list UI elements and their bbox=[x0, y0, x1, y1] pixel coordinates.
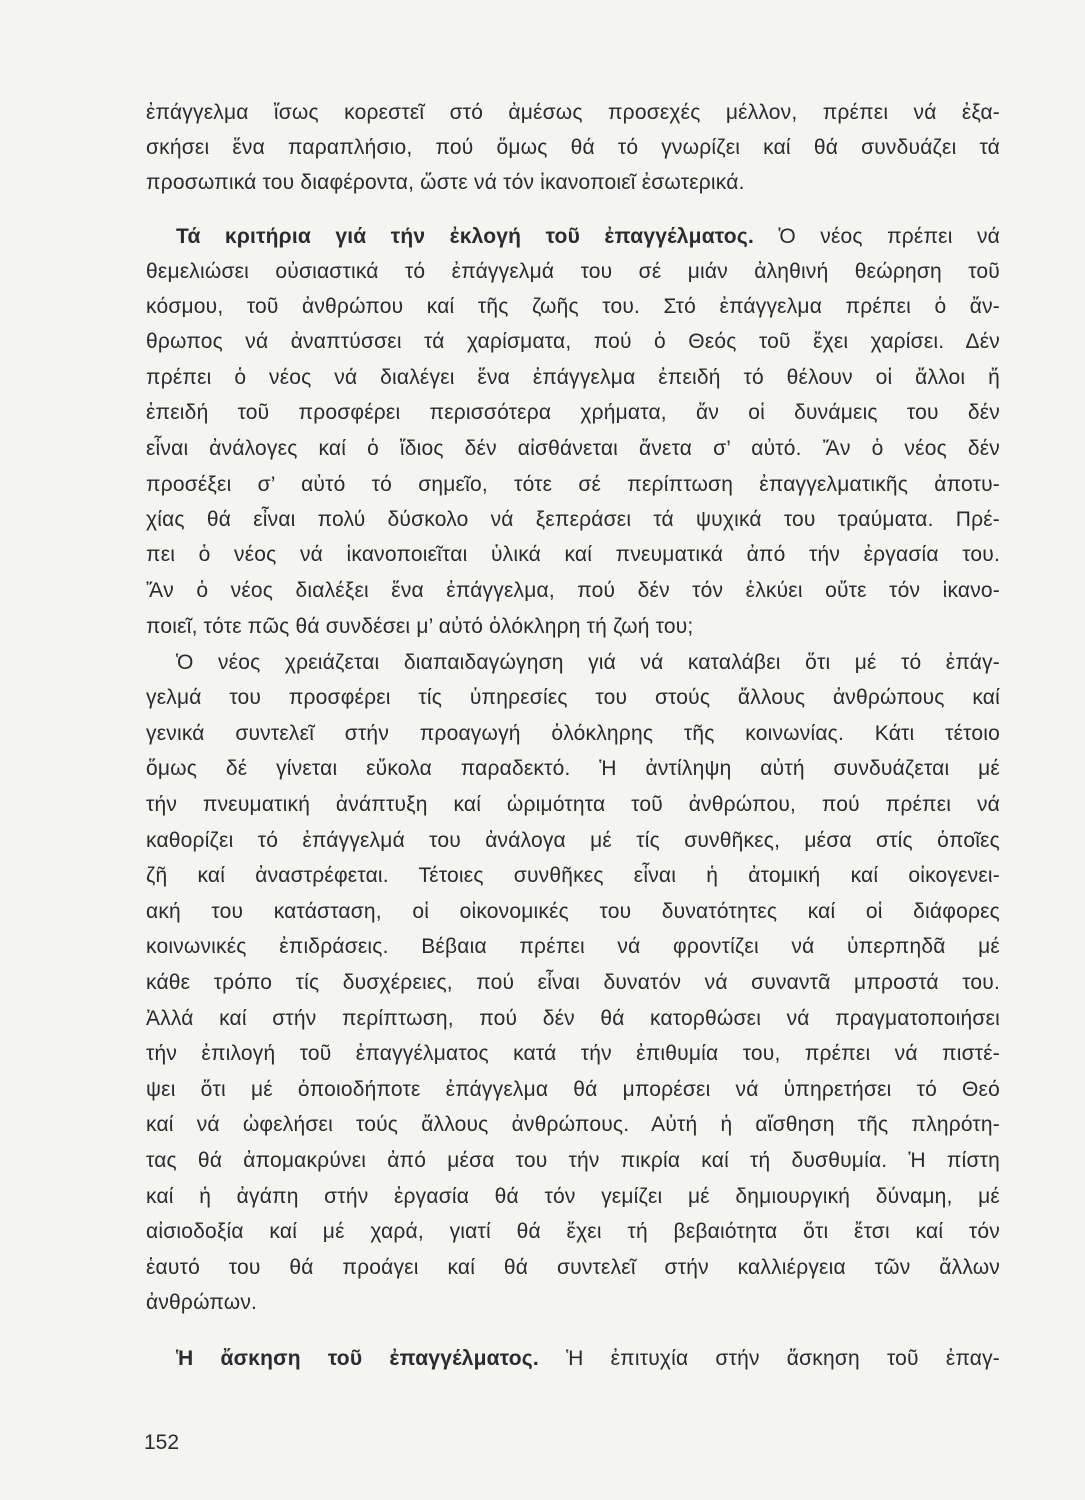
text-line: αἰσιοδοξία καί μέ χαρά, γιατί θά ἔχει τή βεβαιότητα ὅτι ἔτσι καί τόν bbox=[146, 1220, 1000, 1243]
section-heading-practice: Ἡ ἄσκηση τοῦ ἐπαγγέλματος. bbox=[176, 1347, 539, 1370]
text-line: ακή του κατάσταση, οἱ οἰκονομικές του δυνατότητες καί οἱ διάφορες bbox=[146, 900, 1000, 923]
text-line: κοινωνικές ἐπιδράσεις. Βέβαια πρέπει νά φροντίζει νά ὑπερπηδᾶ μέ bbox=[146, 935, 1000, 958]
section-heading-criteria: Τά κριτήρια γιά τήν ἐκλογή τοῦ ἐπαγγέλματος. bbox=[176, 225, 754, 248]
text-fragment: Ἡ ἐπιτυχία στήν ἄσκηση τοῦ ἐπαγ- bbox=[566, 1347, 1001, 1370]
text-line: χίας θά εἶναι πολύ δύσκολο νά ξεπεράσει τά ψυχικά του τραύματα. Πρέ- bbox=[146, 508, 1000, 531]
text-line: ὅμως δέ γίνεται εὔκολα παραδεκτό. Ἡ ἀντίληψη αὐτή συνδυάζεται μέ bbox=[146, 757, 1000, 780]
text-line: σκήσει ἕνα παραπλήσιο, πού ὅμως θά τό γνωρίζει καί θά συνδυάζει τά bbox=[146, 136, 1000, 159]
text-line: προσωπικά του διαφέροντα, ὥστε νά τόν ἱκανοποιεῖ ἐσωτερικά. bbox=[146, 171, 745, 194]
page-number: 152 bbox=[144, 1431, 180, 1454]
text-line: ζῆ καί ἀναστρέφεται. Τέτοιες συνθῆκες εἶναι ἡ ἀτομική καί οἰκογενει- bbox=[146, 864, 1000, 887]
text-line: ἀνθρώπων. bbox=[146, 1291, 258, 1314]
text-line: προσέξει σ’ αὐτό τό σημεῖο, τότε σέ περίπτωση ἐπαγγελματικῆς ἀποτυ- bbox=[146, 473, 1000, 496]
text-line: θεμελιώσει οὐσιαστικά τό ἐπάγγελμά του σέ μιάν ἀληθινή θεώρηση τοῦ bbox=[146, 260, 1000, 283]
text-line: γενικά συντελεῖ στήν προαγωγή ὁλόκληρης τῆς κοινωνίας. Κάτι τέτοιο bbox=[146, 722, 1000, 745]
text-line: ἐπάγγελμα ἴσως κορεστεῖ στό ἀμέσως προσεχές μέλλον, πρέπει νά ἐξα- bbox=[146, 101, 1000, 124]
section-paragraph-start bbox=[176, 1344, 1000, 1374]
text-line: θρωπος νά ἀναπτύσσει τά χαρίσματα, πού ὁ Θεός τοῦ ἔχει χαρίσει. Δέν bbox=[146, 330, 1000, 353]
text-line: πρέπει ὁ νέος νά διαλέγει ἕνα ἐπάγγελμα ἐπειδή τό θέλουν οἱ ἄλλοι ἤ bbox=[146, 366, 1000, 389]
text-line: κόσμου, τοῦ ἀνθρώπου καί τῆς ζωῆς του. Στό ἐπάγγελμα πρέπει ὁ ἄν- bbox=[146, 295, 1000, 318]
text-line: τήν ἐπιλογή τοῦ ἐπαγγέλματος κατά τήν ἐπιθυμία του, πρέπει νά πιστέ- bbox=[146, 1042, 1000, 1065]
text-line: καί νά ὠφελήσει τούς ἄλλους ἀνθρώπους. Αὐτή ἡ αἴσθηση τῆς πληρότη- bbox=[146, 1113, 1000, 1136]
text-line: πει ὁ νέος νά ἱκανοποιεῖται ὑλικά καί πνευματικά ἀπό τήν ἐργασία του. bbox=[146, 543, 1000, 566]
text-line: καί ἡ ἀγάπη στήν ἐργασία θά τόν γεμίζει μέ δημιουργική δύναμη, μέ bbox=[146, 1185, 1000, 1208]
text-line: κάθε τρόπο τίς δυσχέρειες, πού εἶναι δυνατόν νά συναντᾶ μπροστά του. bbox=[146, 971, 1000, 994]
text-line: ἑαυτό του θά προάγει καί θά συντελεῖ στήν καλλιέργεια τῶν ἄλλων bbox=[146, 1256, 1000, 1279]
text-line: τήν πνευματική ἀνάπτυξη καί ὡριμότητα τοῦ ἀνθρώπου, πού πρέπει νά bbox=[146, 793, 1000, 816]
text-fragment: Ὁ νέος πρέπει νά bbox=[778, 225, 1000, 248]
section-paragraph-start bbox=[176, 222, 1000, 252]
text-line: εἶναι ἀνάλογες καί ὁ ἴδιος δέν αἰσθάνεται ἄνετα σ’ αὐτό. Ἄν ὁ νέος δέν bbox=[146, 437, 1000, 460]
text-line: Ἄν ὁ νέος διαλέξει ἕνα ἐπάγγελμα, πού δέν τόν ἑλκύει οὔτε τόν ἱκανο- bbox=[146, 579, 1000, 602]
text-line: ψει ὅτι μέ ὁποιοδήποτε ἐπάγγελμα θά μπορέσει νά ὑπηρετήσει τό Θεό bbox=[146, 1078, 1000, 1101]
text-line: καθορίζει τό ἐπάγγελμά του ἀνάλογα μέ τίς συνθῆκες, μέσα στίς ὁποῖες bbox=[146, 829, 1000, 852]
text-line: γελμά του προσφέρει τίς ὑπηρεσίες του στούς ἄλλους ἀνθρώπους καί bbox=[146, 686, 1000, 709]
text-line: ποιεῖ, τότε πῶς θά συνδέσει μ’ αὐτό ὁλόκληρη τή ζωή του; bbox=[146, 615, 694, 638]
text-line: Ἀλλά καί στήν περίπτωση, πού δέν θά κατορθώσει νά πραγματοποιήσει bbox=[146, 1007, 1000, 1030]
text-line: τας θά ἀπομακρύνει ἀπό μέσα του τήν πικρία καί τή δυσθυμία. Ἡ πίστη bbox=[146, 1149, 1000, 1172]
text-line: Ὁ νέος χρειάζεται διαπαιδαγώγηση γιά νά καταλάβει ὅτι μέ τό ἐπάγ- bbox=[176, 651, 1000, 674]
text-line: ἐπειδή τοῦ προσφέρει περισσότερα χρήματα, ἄν οἱ δυνάμεις του δέν bbox=[146, 401, 1000, 424]
